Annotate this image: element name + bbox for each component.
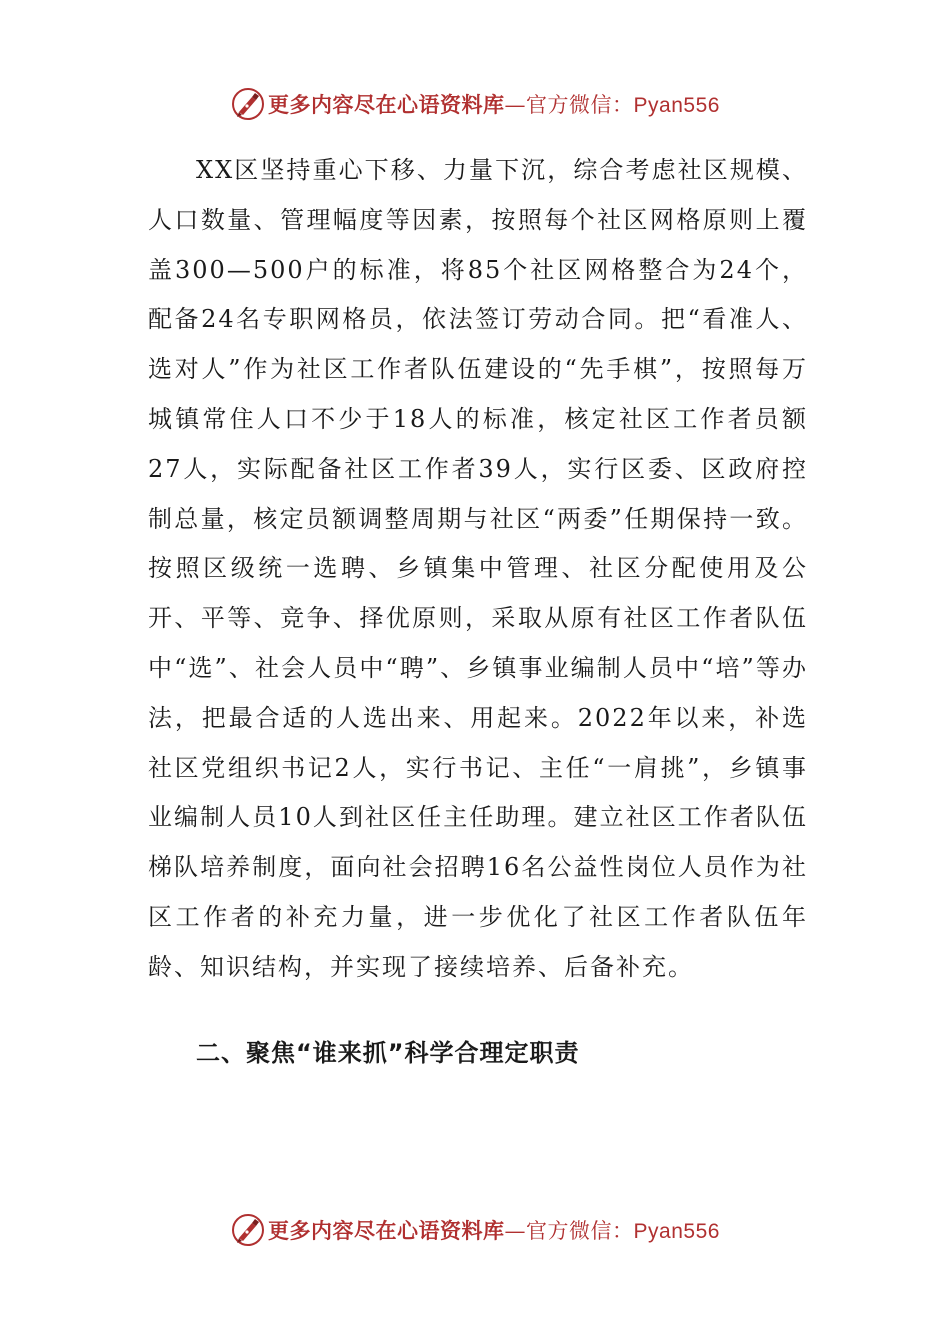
body-paragraph: XX区坚持重心下移、力量下沉，综合考虑社区规模、人口数量、管理幅度等因素，按照每个社区网格原则上覆盖300—500户的标准，将85个社区网格整合为24个，配备24名专职网格员，依法签订劳动合同。把“看准人、选对人”作为社区工作者队伍建设的“先手棋”，按照每万城镇常住人口不少于18人的标准，核定社区工作者员额27人，实际配备社区工作者39人，实行区委、区政府控制总量，核定员额调整周期与社区“两委”任期保持一致。按照区级统一选聘、乡镇集中管理、社区分配使用及公开、平等、竞争、择优原则，采取从原有社区工作者队伍中“选”、社会人员中“聘”、乡镇事业编制人员中“培”等办法，把最合适的人选出来、用起来。2022年以来，补选社区党组织书记2人，实行书记、主任“一肩挑”，乡镇事业编制人员10人到社区任主任助理。建立社区工作者队伍梯队培养制度，面向社会招聘16名公益性岗位人员作为社区工作者的补充力量，进一步优化了社区工作者队伍年龄、知识结构，并实现了接续培养、后备补充。	[148, 156, 808, 981]
watermark-text	[268, 89, 720, 119]
watermark-brand: 更多内容尽在心语资料库	[268, 92, 505, 117]
watermark-wechat: 官方微信：Pyan556	[526, 94, 720, 117]
pen-nib-logo-icon	[230, 86, 266, 122]
section-heading: 二、聚焦“谁来抓”科学合理定职责	[196, 1039, 580, 1067]
watermark-brand: 更多内容尽在心语资料库	[268, 1218, 505, 1243]
pen-nib-logo-icon	[230, 1212, 266, 1248]
watermark-dash: —	[504, 93, 527, 117]
footer-watermark	[0, 1208, 950, 1252]
watermark-text	[268, 1215, 720, 1245]
watermark-wechat: 官方微信：Pyan556	[526, 1220, 720, 1243]
header-watermark	[0, 82, 950, 126]
watermark-dash: —	[504, 1219, 527, 1243]
